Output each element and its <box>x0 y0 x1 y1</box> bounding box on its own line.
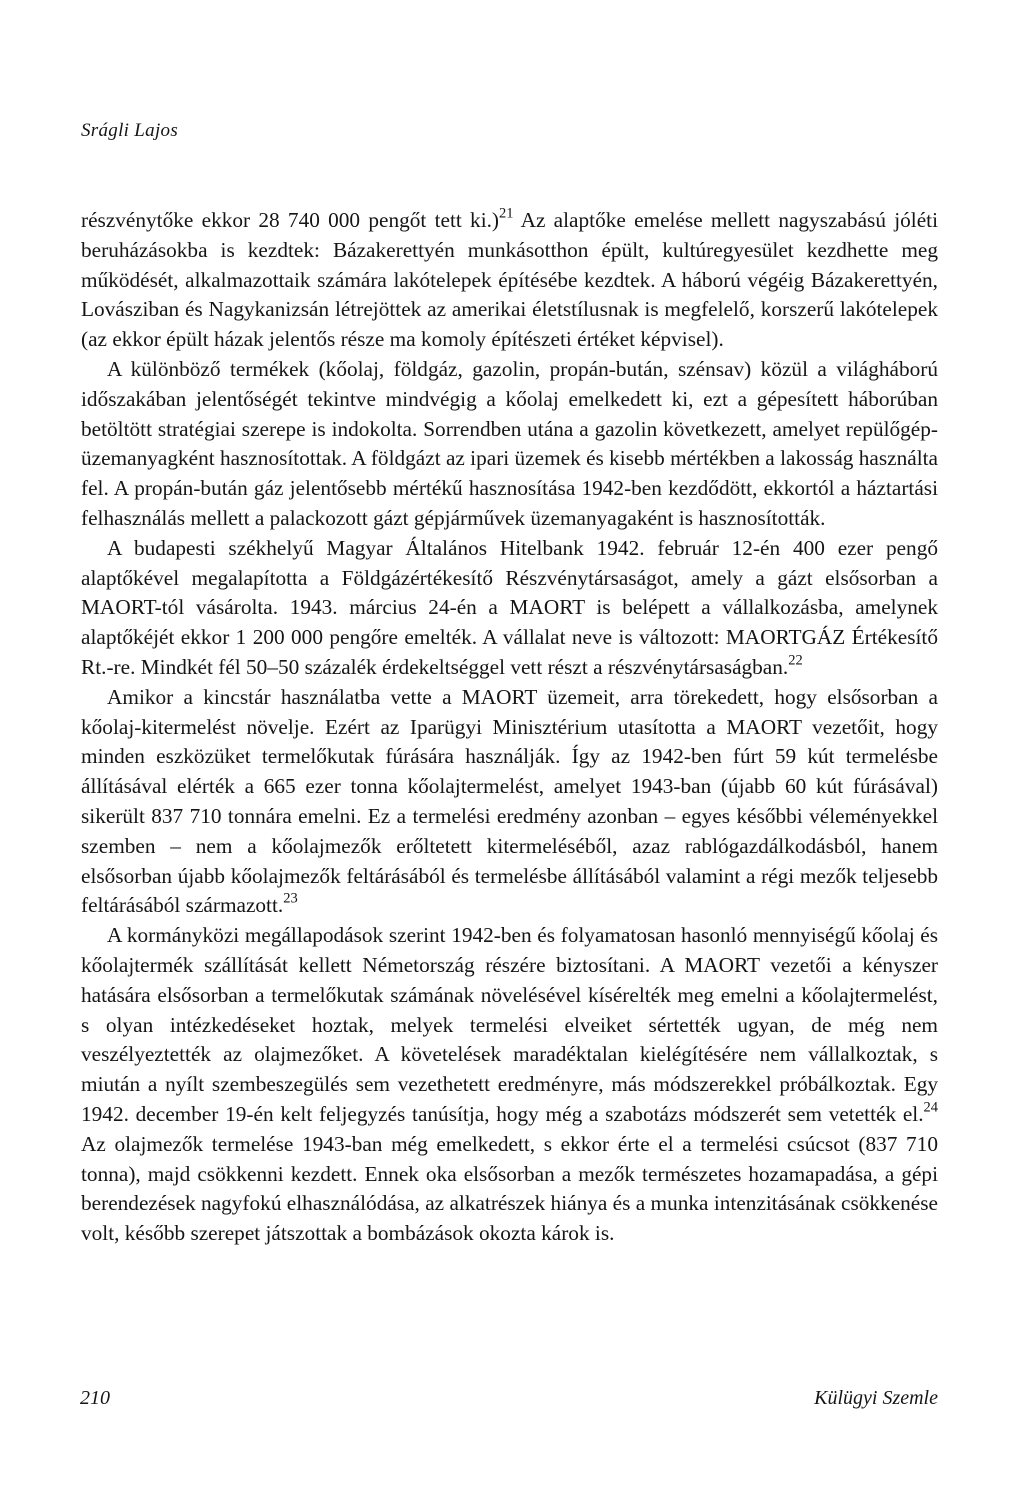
footnote-reference: 23 <box>283 890 298 907</box>
paragraph-text: A különböző termékek (kőolaj, földgáz, gazolin, propán-bután, szénsav) közül a világháború időszakában jelentőségét tekintve mindvégig a kőolaj emelkedett ki, ezt a gépesített háborúban betöltött stratégiai szerepe is indokolta. Sorrendben utána a gazolin következett, amelyet repülőgép-üzemanyagként hasznosítottak. A földgázt az ipari üzemek és kisebb mértékben a lakosság használta fel. A propán-bután gáz jelentősebb mértékű hasznosítása 1942-ben kezdődött, ekkortól a háztartási felhasználás mellett a palackozott gázt gépjárművek üzemanyagaként is hasznosították. <box>81 356 938 530</box>
footnote-reference: 24 <box>923 1099 938 1116</box>
article-body <box>81 206 938 1249</box>
footnote-reference: 21 <box>499 205 514 222</box>
paragraph-text: Amikor a kincstár használatba vette a MAORT üzemeit, arra törekedett, hogy elsősorban a kőolaj-kitermelést növelje. Ezért az Iparügyi Minisztérium utasította a MAORT vezetőit, hogy minden eszközüket termelőkutak fúrására használják. Így az 1942-ben fúrt 59 kút termelésbe állításával elérték a 665 ezer tonna kőolajtermelést, amelyet 1943-ban (újabb 60 kút fúrásával) sikerült 837 710 tonnára emelni. Ez a termelési eredmény azonban – egyes későbbi véleményekkel szemben – nem a kőolajmezők erőltetett kitermeléséből, azaz rablógazdálkodásból, hanem elsősorban újabb kőolajmezők feltárásából és termelésbe állításából valamint a régi mezők teljesebb feltárásából származott. <box>81 684 938 918</box>
body-paragraph <box>81 683 938 921</box>
paragraph-text: részvénytőke ekkor 28 740 000 pengőt tett ki.) <box>81 208 500 232</box>
body-paragraph <box>81 206 938 355</box>
running-head-author: Srágli Lajos <box>81 120 179 141</box>
paragraph-text: Az alaptőke emelése mellett nagyszabású jóléti beruházásokba is kezdtek: Bázakerettyén munkásotthon épült, kultúregyesület kezdhette meg működését, alkalmazottaik számára lakótelepek építésébe kezdtek. A háború végéig Bázakerettyén, Lovásziban és Nagykanizsán létrejöttek az amerikai életstílusnak is megfelelő, korszerű lakótelepek (az ekkor épült házak jelentős része ma komoly építészeti értéket képvisel). <box>81 208 938 352</box>
footnote-reference: 22 <box>788 652 803 669</box>
paragraph-text: A budapesti székhelyű Magyar Általános Hitelbank 1942. február 12-én 400 ezer pengő alaptőkével megalapította a Földgázértékesítő Részvénytársaságot, amely a gázt elsősorban a MAORT-tól vásárolta. 1943. március 24-én a MAORT is belépett a vállalkozásba, amelynek alaptőkéjét ekkor 1 200 000 pengőre emelték. A vállalat neve is változott: MAORTGÁZ Értékesítő Rt.-re. Mindkét fél 50–50 százalék érdekeltséggel vett részt a részvénytársaságban. <box>81 535 938 679</box>
paragraph-text: A kormányközi megállapodások szerint 1942-ben és folyamatosan hasonló mennyiségű kőolaj és kőolajtermék szállítását kellett Németország részére biztosítani. A MAORT vezetői a kényszer hatására elsősorban a termelőkutak számának növelésével kísérelték meg emelni a kőolajtermelést, s olyan intézkedéseket hoztak, melyek termelési elveiket sértették ugyan, de még nem veszélyeztették az olajmezőket. A követelések maradéktalan kielégítésére nem vállalkoztak, s miután a nyílt szembeszegülés sem vezethetett eredményre, más módszerekkel próbálkoztak. Egy 1942. december 19-én kelt feljegyzés tanúsítja, hogy még a szabotázs módszerét sem vetették el. <box>81 923 938 1126</box>
journal-title: Külügyi Szemle <box>814 1387 938 1409</box>
page-number: 210 <box>80 1387 110 1409</box>
body-paragraph <box>81 534 938 683</box>
body-paragraph <box>81 921 938 1249</box>
body-paragraph <box>81 355 938 534</box>
paragraph-text: Az olajmezők termelése 1943-ban még emelkedett, s ekkor érte el a termelési csúcsot (837 710 tonna), majd csökkenni kezdett. Ennek oka elsősorban a mezők természetes hozamapadása, a gépi berendezések nagyfokú elhasználódása, az alkatrészek hiánya és a munka intenzitásának csökkenése volt, később szerepet játszottak a bombázások okozta károk is. <box>81 1131 938 1246</box>
